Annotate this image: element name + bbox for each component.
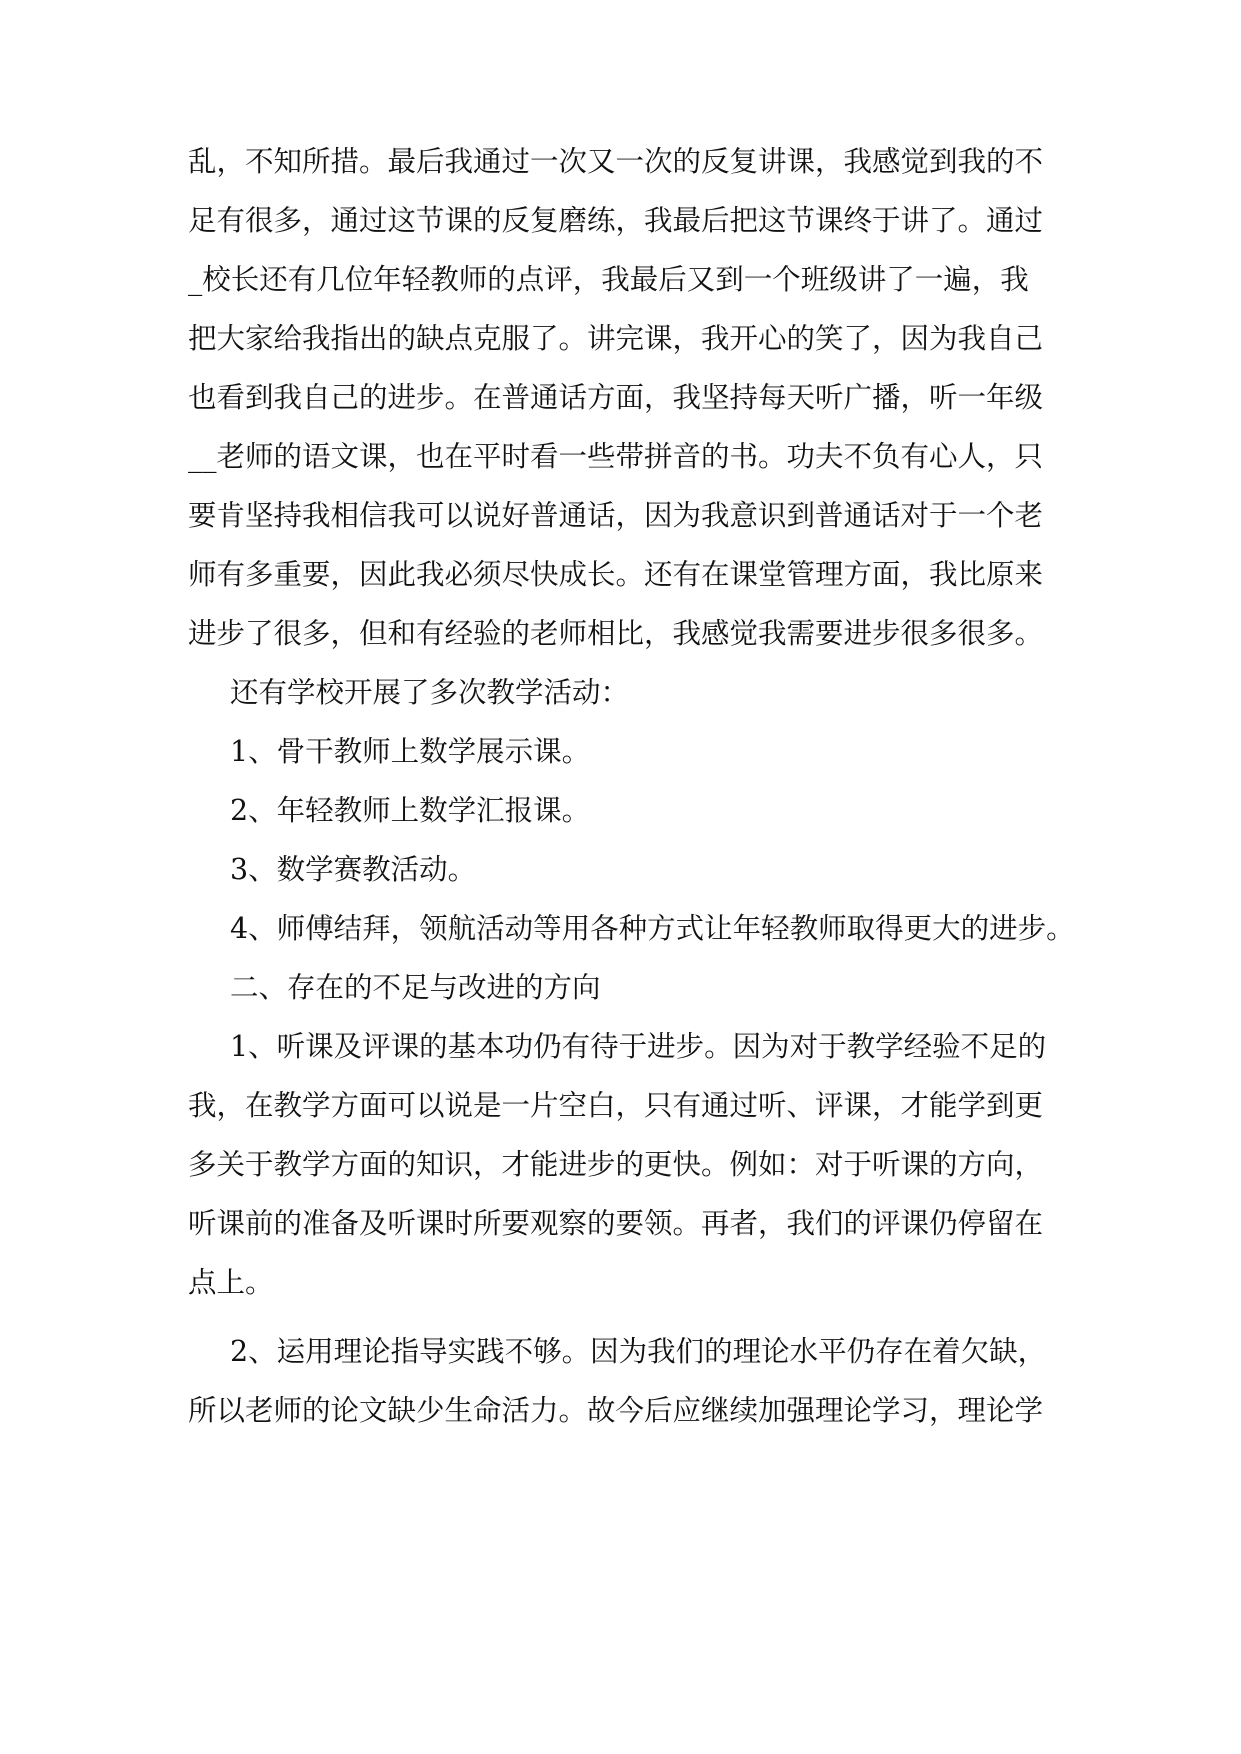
section-heading: 二、存在的不足与改进的方向: [230, 971, 601, 1004]
list-item: 4、师傅结拜，领航活动等用各种方式让年轻教师取得更大的进步。: [230, 912, 1075, 945]
paragraph-line: 所以老师的论文缺少生命活力。故今后应继续加强理论学习，理论学: [188, 1394, 1044, 1427]
paragraph-line: 点上。: [188, 1266, 274, 1299]
list-item: 3、数学赛教活动。: [230, 853, 477, 886]
paragraph-line: 2、运用理论指导实践不够。因为我们的理论水平仍存在着欠缺，: [230, 1335, 1047, 1368]
paragraph-line: 也看到我自己的进步。在普通话方面，我坚持每天听广播，听一年级: [188, 381, 1044, 414]
paragraph-line: 要肯坚持我相信我可以说好普通话，因为我意识到普通话对于一个老: [188, 499, 1044, 532]
paragraph-line: 多关于教学方面的知识，才能进步的更快。例如：对于听课的方向，: [188, 1148, 1044, 1181]
paragraph-line: __老师的语文课，也在平时看一些带拼音的书。功夫不负有心人，只: [188, 440, 1044, 473]
list-item: 1、骨干教师上数学展示课。: [230, 735, 591, 768]
paragraph-line: 把大家给我指出的缺点克服了。讲完课，我开心的笑了，因为我自己: [188, 322, 1044, 355]
paragraph-line: 我，在教学方面可以说是一片空白，只有通过听、评课，才能学到更: [188, 1089, 1044, 1122]
paragraph-line: 听课前的准备及听课时所要观察的要领。再者，我们的评课仍停留在: [188, 1207, 1044, 1240]
paragraph-line: 师有多重要，因此我必须尽快成长。还有在课堂管理方面，我比原来: [188, 558, 1044, 591]
paragraph-line: _校长还有几位年轻教师的点评，我最后又到一个班级讲了一遍，我: [188, 263, 1029, 296]
paragraph-line: 进步了很多，但和有经验的老师相比，我感觉我需要进步很多很多。: [188, 617, 1044, 650]
paragraph-heading-line: 还有学校开展了多次教学活动：: [230, 676, 630, 709]
paragraph-line: 乱，不知所措。最后我通过一次又一次的反复讲课，我感觉到我的不: [188, 145, 1044, 178]
paragraph-line: 1、听课及评课的基本功仍有待于进步。因为对于教学经验不足的: [230, 1030, 1047, 1063]
list-item: 2、年轻教师上数学汇报课。: [230, 794, 591, 827]
paragraph-line: 足有很多，通过这节课的反复磨练，我最后把这节课终于讲了。通过: [188, 204, 1044, 237]
